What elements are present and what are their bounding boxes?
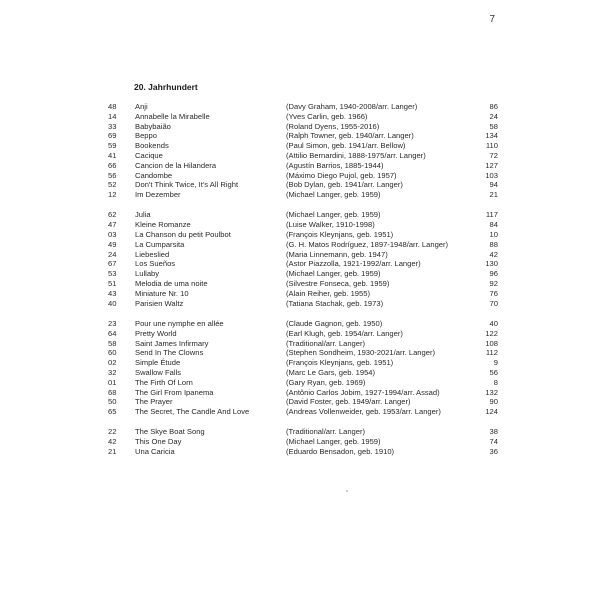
track-number: 50 xyxy=(108,397,117,407)
page-reference: 90 xyxy=(489,397,498,407)
composer-credit: (Attilio Bernardini, 1888-1975/arr. Langer) xyxy=(286,150,426,160)
track-number: 52 xyxy=(108,180,117,190)
page-reference: 96 xyxy=(489,269,498,279)
piece-title: This One Day xyxy=(135,437,182,447)
track-number: 69 xyxy=(108,131,117,141)
toc-group xyxy=(108,319,498,417)
composer-credit: (Agustín Barrios, 1885-1944) xyxy=(286,160,384,170)
piece-title: Liebeslied xyxy=(135,249,170,259)
toc-entry xyxy=(108,131,498,141)
piece-title: The Girl From Ipanema xyxy=(135,387,214,397)
page-reference: 9 xyxy=(493,358,498,368)
page-reference: 92 xyxy=(489,279,498,289)
track-number: 65 xyxy=(108,407,117,417)
composer-credit: (François Kleynjans, geb. 1951) xyxy=(286,230,394,240)
page-reference: 58 xyxy=(489,121,498,131)
toc-entry xyxy=(108,319,498,329)
composer-credit: (Michael Langer, geb. 1959) xyxy=(286,437,381,447)
page-reference: 72 xyxy=(489,150,498,160)
piece-title: Babybaião xyxy=(135,121,171,131)
composer-credit: (Tatiana Stachak, geb. 1973) xyxy=(286,298,384,308)
toc-entry xyxy=(108,358,498,368)
page-reference: 127 xyxy=(485,160,498,170)
track-number: 40 xyxy=(108,298,117,308)
track-number: 60 xyxy=(108,348,117,358)
page-reference: 130 xyxy=(485,259,498,269)
toc-entry xyxy=(108,161,498,171)
composer-credit: (Eduardo Bensadon, geb. 1910) xyxy=(286,447,395,456)
piece-title: The Prayer xyxy=(135,397,173,407)
piece-title: Cacique xyxy=(135,150,163,160)
composer-credit: (Máximo Diego Pujol, geb. 1957) xyxy=(286,170,397,180)
composer-credit: (David Foster, geb. 1949/arr. Langer) xyxy=(286,397,411,407)
piece-title: Melodia de uma noite xyxy=(135,279,208,289)
composer-credit: (Silvestre Fonseca, geb. 1959) xyxy=(286,279,390,289)
composer-credit: (Traditional/arr. Langer) xyxy=(286,427,366,437)
piece-title: Cancion de la Hilandera xyxy=(135,160,217,170)
toc-entry xyxy=(108,190,498,200)
page-reference: 76 xyxy=(489,288,498,298)
composer-credit: (Yves Carlin, geb. 1966) xyxy=(286,111,368,121)
page-reference: 88 xyxy=(489,239,498,249)
page-reference: 112 xyxy=(485,348,498,358)
toc-entry xyxy=(108,329,498,339)
track-number: 58 xyxy=(108,338,117,348)
track-number: 49 xyxy=(108,239,117,249)
track-number: 43 xyxy=(108,288,117,298)
toc-entry xyxy=(108,230,498,240)
toc-entry xyxy=(108,447,498,457)
toc-entry xyxy=(108,388,498,398)
piece-title: Una Caricia xyxy=(135,447,175,456)
track-number: 53 xyxy=(108,269,117,279)
composer-credit: (Stephen Sondheim, 1930-2021/arr. Langer) xyxy=(286,348,436,358)
piece-title: Kleine Romanze xyxy=(135,220,191,230)
composer-credit: (Marc Le Gars, geb. 1954) xyxy=(286,367,376,377)
toc-entry xyxy=(108,151,498,161)
track-number: 68 xyxy=(108,387,117,397)
track-number: 03 xyxy=(108,230,117,240)
piece-title: Miniature Nr. 10 xyxy=(135,288,189,298)
piece-title: The Secret, The Candle And Love xyxy=(135,407,250,417)
toc-entry xyxy=(108,220,498,230)
track-number: 42 xyxy=(108,437,117,447)
toc-entry xyxy=(108,279,498,289)
toc-group xyxy=(108,102,498,200)
track-number: 41 xyxy=(108,150,117,160)
composer-credit: (Alain Reiher, geb. 1955) xyxy=(286,288,371,298)
piece-title: Beppo xyxy=(135,131,157,141)
composer-credit: (Paul Simon, geb. 1941/arr. Bellow) xyxy=(286,141,406,151)
track-number: 01 xyxy=(108,377,117,387)
composer-credit: (Earl Klugh, geb. 1954/arr. Langer) xyxy=(286,328,403,338)
track-number: 56 xyxy=(108,170,117,180)
piece-title: Parisien Waltz xyxy=(135,298,184,308)
page-reference: 10 xyxy=(489,230,498,240)
toc-entry xyxy=(108,427,498,437)
piece-title: The Skye Boat Song xyxy=(135,427,205,437)
track-number: 66 xyxy=(108,160,117,170)
page-reference: 56 xyxy=(489,367,498,377)
track-number: 59 xyxy=(108,141,117,151)
composer-credit: (François Kleynjans, geb. 1951) xyxy=(286,358,394,368)
page-reference: 84 xyxy=(489,220,498,230)
composer-credit: (Astor Piazzolla, 1921-1992/arr. Langer) xyxy=(286,259,421,269)
composer-credit: (Maria Linnemann, geb. 1947) xyxy=(286,249,388,259)
composer-credit: (G. H. Matos Rodríguez, 1897-1948/arr. Langer) xyxy=(286,239,449,249)
page-reference: 70 xyxy=(489,298,498,308)
piece-title: La Cumparsita xyxy=(135,239,185,249)
toc-entry xyxy=(108,289,498,299)
track-number: 21 xyxy=(108,447,117,456)
piece-title: Anji xyxy=(135,102,148,111)
toc-entry xyxy=(108,250,498,260)
piece-title: Pour une nymphe en allée xyxy=(135,318,224,328)
track-number: 14 xyxy=(108,111,117,121)
page-reference: 108 xyxy=(485,338,498,348)
toc-entry xyxy=(108,210,498,220)
table-of-contents xyxy=(108,102,498,467)
piece-title: Pretty World xyxy=(135,328,177,338)
track-number: 51 xyxy=(108,279,117,289)
track-number: 02 xyxy=(108,358,117,368)
toc-entry xyxy=(108,397,498,407)
track-number: 64 xyxy=(108,328,117,338)
page-reference: 134 xyxy=(485,131,498,141)
piece-title: Annabelle la Mirabelle xyxy=(135,111,210,121)
track-number: 67 xyxy=(108,259,117,269)
composer-credit: (Michael Langer, geb. 1959) xyxy=(286,269,381,279)
page-reference: 110 xyxy=(485,141,498,151)
page-number: 7 xyxy=(489,14,495,25)
composer-credit: (Gary Ryan, geb. 1969) xyxy=(286,377,366,387)
toc-entry xyxy=(108,240,498,250)
track-number: 48 xyxy=(108,102,117,111)
piece-title: La Chanson du petit Poulbot xyxy=(135,230,231,240)
page-reference: 94 xyxy=(489,180,498,190)
track-number: 22 xyxy=(108,427,117,437)
page-reference: 42 xyxy=(489,249,498,259)
piece-title: Swallow Falls xyxy=(135,367,181,377)
piece-title: Simple Étude xyxy=(135,358,181,368)
toc-entry xyxy=(108,378,498,388)
track-number: 23 xyxy=(108,318,117,328)
track-number: 24 xyxy=(108,249,117,259)
toc-entry xyxy=(108,122,498,132)
toc-entry xyxy=(108,259,498,269)
piece-title: Saint James Infirmary xyxy=(135,338,209,348)
toc-entry xyxy=(108,437,498,447)
page-reference: 8 xyxy=(493,377,498,387)
track-number: 62 xyxy=(108,210,117,220)
print-speck xyxy=(346,490,348,492)
piece-title: Julia xyxy=(135,210,151,220)
composer-credit: (Traditional/arr. Langer) xyxy=(286,338,366,348)
composer-credit: (Claude Gagnon, geb. 1950) xyxy=(286,318,383,328)
composer-credit: (Antônio Carlos Jobim, 1927-1994/arr. Assad) xyxy=(286,387,440,397)
page-reference: 122 xyxy=(485,328,498,338)
page-reference: 24 xyxy=(489,111,498,121)
toc-entry xyxy=(108,368,498,378)
toc-entry xyxy=(108,112,498,122)
piece-title: Bookends xyxy=(135,141,169,151)
piece-title: Send In The Clowns xyxy=(135,348,204,358)
page-reference: 74 xyxy=(489,437,498,447)
page-reference: 117 xyxy=(485,210,498,220)
toc-group xyxy=(108,210,498,308)
composer-credit: (Andreas Vollenweider, geb. 1953/arr. Langer) xyxy=(286,407,441,417)
composer-credit: (Michael Langer, geb. 1959) xyxy=(286,210,381,220)
toc-group xyxy=(108,427,498,456)
toc-entry xyxy=(108,299,498,309)
toc-entry xyxy=(108,348,498,358)
composer-credit: (Michael Langer, geb. 1959) xyxy=(286,190,381,200)
toc-entry xyxy=(108,141,498,151)
page-reference: 21 xyxy=(489,190,498,200)
section-heading: 20. Jahrhundert xyxy=(134,82,198,92)
page-reference: 36 xyxy=(489,447,498,456)
page-reference: 40 xyxy=(489,318,498,328)
composer-credit: (Davy Graham, 1940-2008/arr. Langer) xyxy=(286,102,418,111)
piece-title: Don't Think Twice, It's All Right xyxy=(135,180,239,190)
toc-entry xyxy=(108,339,498,349)
track-number: 12 xyxy=(108,190,117,200)
toc-entry xyxy=(108,180,498,190)
piece-title: Lullaby xyxy=(135,269,160,279)
composer-credit: (Roland Dyens, 1955-2016) xyxy=(286,121,380,131)
piece-title: Los Sueños xyxy=(135,259,176,269)
page-reference: 86 xyxy=(489,102,498,111)
toc-entry xyxy=(108,407,498,417)
track-number: 47 xyxy=(108,220,117,230)
toc-entry xyxy=(108,269,498,279)
track-number: 32 xyxy=(108,367,117,377)
composer-credit: (Bob Dylan, geb. 1941/arr. Langer) xyxy=(286,180,403,190)
toc-entry xyxy=(108,102,498,112)
piece-title: Candombe xyxy=(135,170,173,180)
composer-credit: (Ralph Towner, geb. 1940/arr. Langer) xyxy=(286,131,414,141)
composer-credit: (Luise Walker, 1910-1998) xyxy=(286,220,375,230)
track-number: 33 xyxy=(108,121,117,131)
page-reference: 124 xyxy=(485,407,498,417)
page-reference: 132 xyxy=(485,387,498,397)
page-reference: 103 xyxy=(485,170,498,180)
page-reference: 38 xyxy=(489,427,498,437)
piece-title: The Firth Of Lorn xyxy=(135,377,193,387)
piece-title: Im Dezember xyxy=(135,190,181,200)
toc-entry xyxy=(108,171,498,181)
